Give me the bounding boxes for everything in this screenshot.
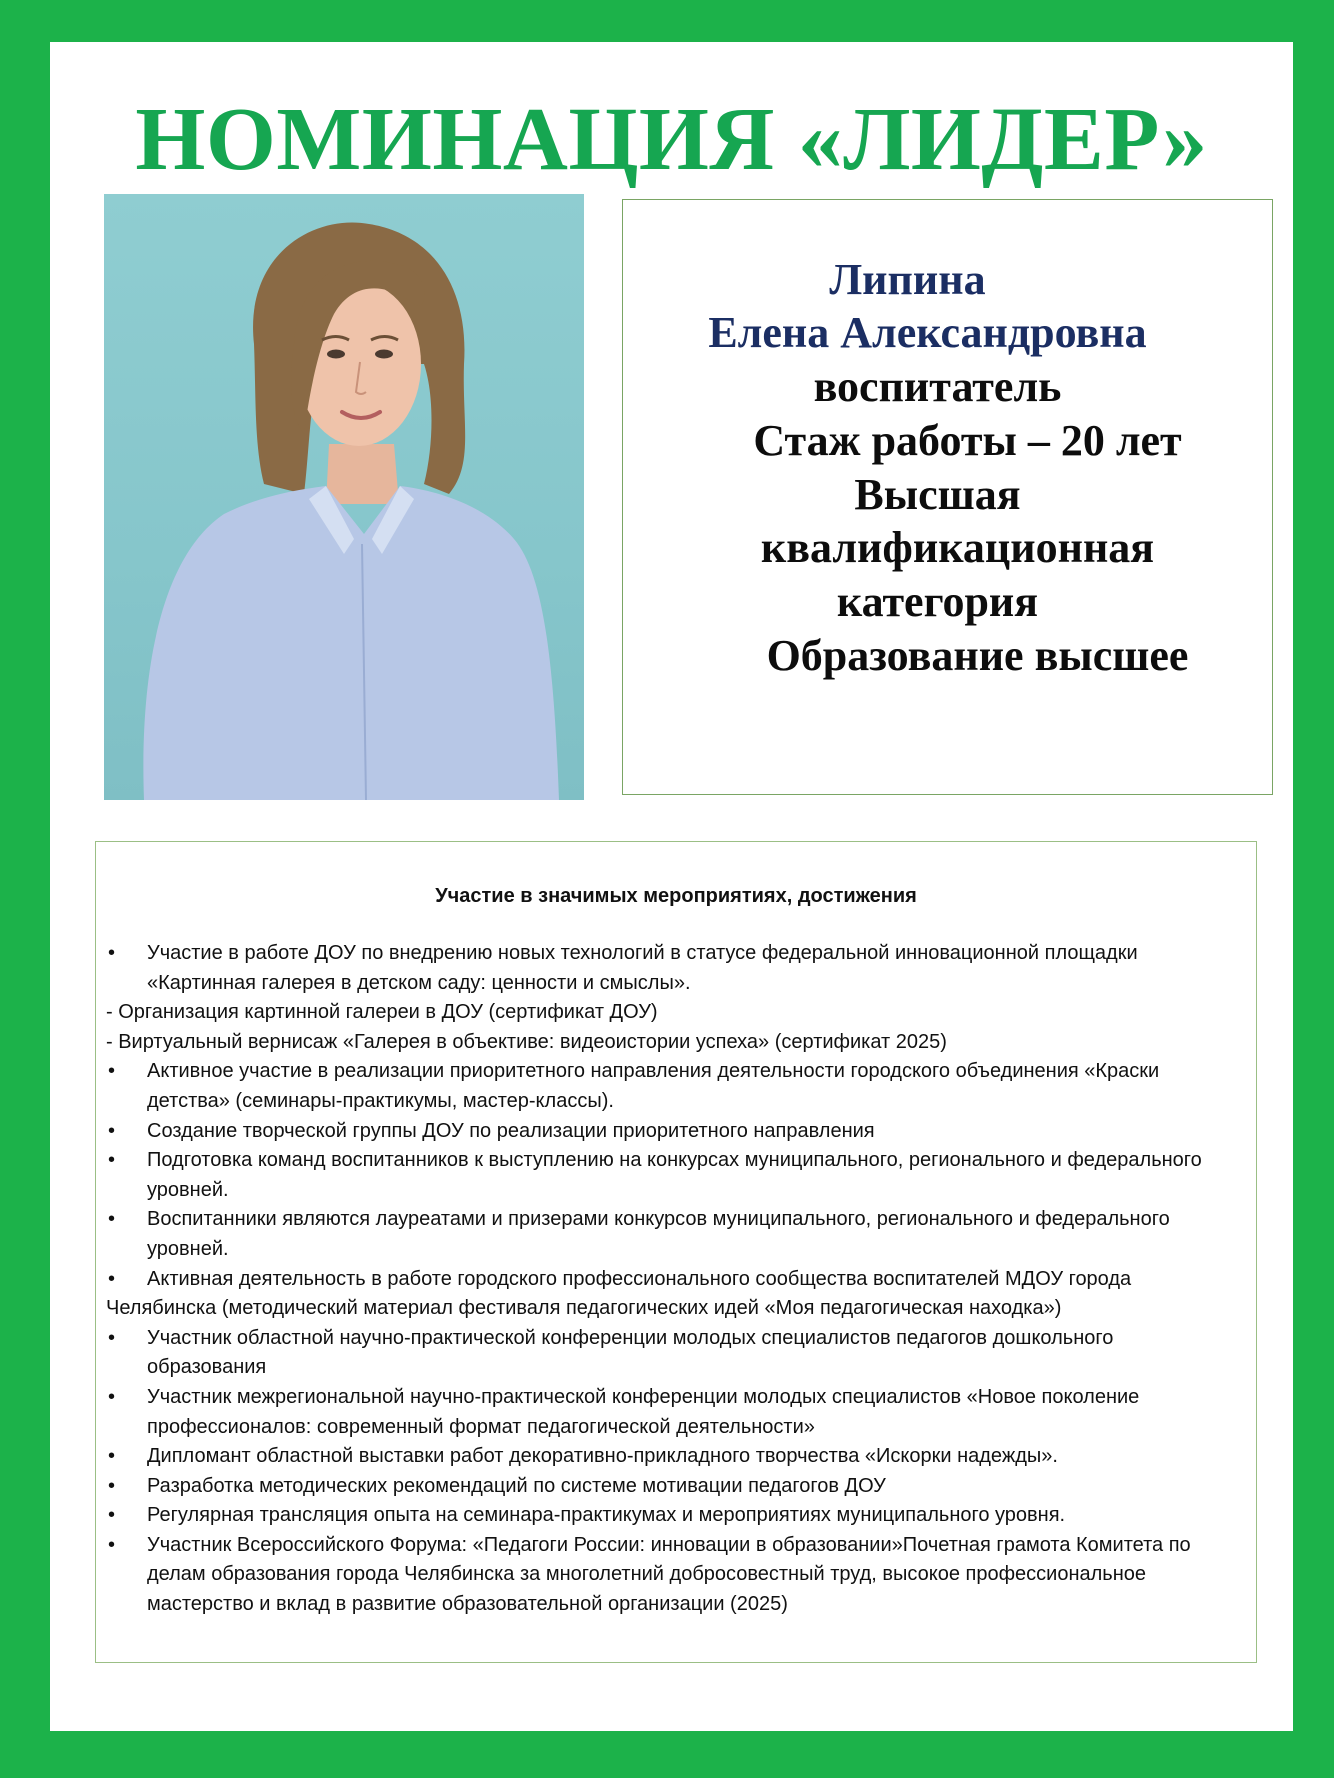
bullet-glyph: • [108,1267,116,1290]
list-item: - Виртуальный вернисаж «Галерея в объективе: видеоистории успеха» (сертификат 2025) [106,1030,947,1053]
portrait-photo [104,194,584,800]
list-item: • Создание творческой группы ДОУ по реализации приоритетного направления [106,1117,1226,1147]
list-item: • Участник межрегиональной научно-практической конференции молодых специалистов «Новое поколение профессионалов: современный формат педагогической деятельности» [106,1383,1226,1442]
profile-info-box [622,199,1273,795]
list-item: • Дипломант областной выставки работ декоративно-прикладного творчества «Искорки надежды». [106,1442,1226,1472]
full-name: Елена Александровна [708,308,1147,357]
achievements-box [95,841,1257,1663]
list-item: • Участник Всероссийского Форума: «Педагоги России: инновации в образовании»Почетная грамота Комитета по делам образования города Челябинска за многолетний добросовестный труд, высокое профессиональное мастерство и вклад в развитие образовательной организации (2025) [106,1531,1226,1620]
list-item: - Организация картинной галереи в ДОУ (сертификат ДОУ) [106,1001,658,1024]
poster-title: НОМИНАЦИЯ «ЛИДЕР» [135,90,1208,189]
achievements-list [106,939,1226,1620]
surname: Липина [829,255,986,304]
category-line-2: квалификационная [760,523,1155,572]
list-item: • Активное участие в реализации приоритетного направления деятельности городского объединения «Краски детства» (семинары-практикумы, мастер-классы). [106,1057,1226,1116]
category-line-1: Высшая [854,470,1021,519]
list-item: • Разработка методических рекомендаций по системе мотивации педагогов ДОУ [106,1472,1226,1502]
poster-page [50,42,1293,1731]
portrait-illustration [104,194,584,800]
list-item: • Участник областной научно-практической конференции молодых специалистов педагогов дошкольного образования [106,1324,1226,1383]
achievements-heading: Участие в значимых мероприятиях, достижения [435,885,917,907]
work-experience: Стаж работы – 20 лет [753,416,1182,465]
list-item-text: Активная деятельность в работе городского профессионального сообщества воспитателей МДОУ города Челябинска (методический материал фестиваля педагогических идей «Моя педагогическая находка») [106,1267,1132,1320]
list-item [106,1265,1226,1324]
education: Образование высшее [766,631,1189,680]
list-item: • Участие в работе ДОУ по внедрению новых технологий в статусе федеральной инновационной площадки «Картинная галерея в детском саду: ценности и смыслы». [106,939,1226,998]
list-item: • Регулярная трансляция опыта на семинара-практикумах и мероприятиях муниципального уровня. [106,1501,1226,1531]
list-item: • Воспитанники являются лауреатами и призерами конкурсов муниципального, регионального и федерального уровней. [106,1205,1226,1264]
list-item: • Подготовка команд воспитанников к выступлению на конкурсах муниципального, регионального и федерального уровней. [106,1146,1226,1205]
category-line-3: категория [836,577,1039,626]
position: воспитатель [813,362,1062,411]
